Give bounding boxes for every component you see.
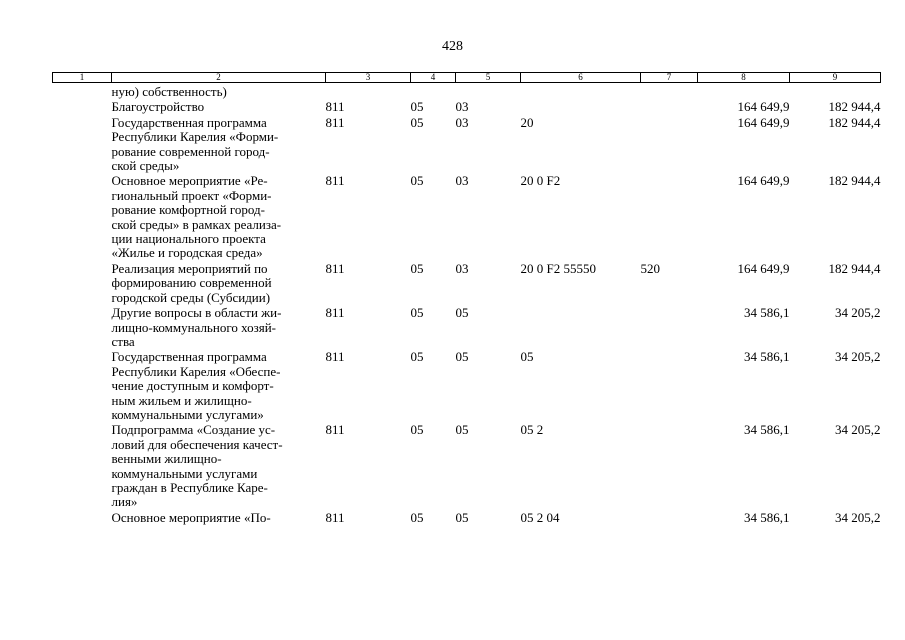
table-row [53,510,881,525]
budget-table [52,72,881,525]
cell-ministry: 811 [325,422,345,438]
cell-amount-2: 34 205,2 [835,305,881,321]
cell-section: 05 [410,509,424,525]
table-row [53,261,881,305]
cell-subsection: 03 [455,173,469,189]
cell-section: 05 [410,99,424,115]
cell-name [112,173,326,260]
name-line: ным жильем и жилищно- [111,392,252,408]
cell-name [112,422,326,509]
cell-ministry: 811 [325,349,345,365]
cell-name [112,305,326,349]
name-line: ства [111,333,135,349]
cell-number [53,422,112,509]
cell-amount-1: 34 586,1 [744,349,790,365]
cell-name [112,349,326,422]
cell-ministry: 811 [325,305,345,321]
table-row [53,99,881,114]
cell-subsection: 05 [455,305,469,321]
cell-ministry [326,83,411,100]
table-row [53,305,881,349]
name-line: коммунальными услугами [111,465,258,481]
cell-section: 05 [410,260,424,276]
name-line: ской среды» в рамках реализа- [111,216,282,232]
column-header-1: 1 [53,73,112,83]
cell-section: 05 [410,422,424,438]
cell-amount-2: 182 944,4 [828,173,881,189]
column-number-header [53,73,881,83]
name-line: гиональный проект «Форми- [111,187,272,203]
cell-expense-type [641,422,698,509]
cell-amount-1: 164 649,9 [737,260,790,276]
cell-expense-type [641,305,698,349]
name-line: Государственная программа [111,349,267,365]
cell-amount-2: 34 205,2 [835,422,881,438]
table-row [53,173,881,260]
column-header-2: 2 [112,73,326,83]
name-line: рование комфортной город- [111,202,265,218]
name-line: ную) собственность) [111,84,227,99]
name-line: лищно-коммунального хозяй- [111,319,276,335]
name-line: Государственная программа [111,114,267,130]
cell-expense-type [641,99,698,114]
cell-section: 05 [410,114,424,130]
cell-ministry: 811 [325,173,345,189]
name-line: чение доступным и комфорт- [111,378,274,394]
cell-amount-2: 182 944,4 [828,114,881,130]
column-header-8: 8 [698,73,790,83]
cell-expense-type [641,510,698,525]
cell-expense-type [641,83,698,100]
cell-expense-type [641,173,698,260]
cell-number [53,115,112,174]
cell-amount-1: 164 649,9 [737,99,790,115]
cell-name [112,510,326,525]
column-header-7: 7 [641,73,698,83]
column-header-6: 6 [521,73,641,83]
cell-expense-type: 520 [640,260,660,276]
cell-number [53,99,112,114]
cell-amount-2: 182 944,4 [828,260,881,276]
cell-name [112,115,326,174]
cell-section: 05 [410,349,424,365]
cell-name [112,261,326,305]
cell-subsection: 05 [455,509,469,525]
cell-amount-1: 34 586,1 [744,305,790,321]
name-line: Республики Карелия «Форми- [111,129,279,145]
cell-ministry: 811 [325,260,345,276]
cell-section [411,83,456,100]
column-header-5: 5 [456,73,521,83]
cell-amount-1: 164 649,9 [737,173,790,189]
name-line: ции национального проекта [111,231,266,247]
name-line: венными жилищно- [111,451,222,467]
column-header-9: 9 [790,73,881,83]
cell-expense-type [641,349,698,422]
name-line: Подпрограмма «Создание ус- [111,422,276,438]
cell-amount-2: 182 944,4 [828,99,881,115]
cell-amount-1: 164 649,9 [737,114,790,130]
table-row [53,349,881,422]
name-line: формированию современной [111,275,272,291]
cell-section: 05 [410,173,424,189]
cell-number [53,510,112,525]
name-line: Благоустройство [111,99,205,115]
cell-subsection [456,83,521,100]
cell-subsection: 03 [455,260,469,276]
cell-target-article: 20 0 F2 55550 [520,260,596,276]
cell-ministry: 811 [325,99,345,115]
column-header-4: 4 [411,73,456,83]
cell-target-article: 20 0 F2 [520,173,561,189]
name-line: граждан в Республике Каре- [111,479,268,495]
cell-expense-type [641,115,698,174]
name-line: рование современной город- [111,143,270,159]
cell-subsection: 03 [455,99,469,115]
cell-amount-1: 34 586,1 [744,422,790,438]
cell-amount-2 [790,83,881,100]
cell-target-article [521,305,641,349]
cell-number [53,305,112,349]
name-line: Другие вопросы в области жи- [111,305,282,321]
cell-target-article: 05 [520,349,534,365]
cell-target-article: 05 2 04 [520,509,560,525]
cell-number [53,83,112,100]
cell-name [112,99,326,114]
cell-target-article [521,83,641,100]
cell-number [53,173,112,260]
cell-target-article: 05 2 [520,422,544,438]
cell-name [112,83,326,100]
cell-subsection: 03 [455,114,469,130]
cell-subsection: 05 [455,422,469,438]
table-row [53,422,881,509]
cell-amount-2: 34 205,2 [835,349,881,365]
name-line: Основное мероприятие «По- [111,509,271,525]
column-header-3: 3 [326,73,411,83]
table-body [53,83,881,526]
name-line: коммунальными услугами» [111,406,264,422]
name-line: лия» [111,494,138,510]
cell-number [53,261,112,305]
cell-ministry: 811 [325,114,345,130]
name-line: ловий для обеспечения качест- [111,436,283,452]
name-line: городской среды (Субсидии) [111,289,271,305]
cell-target-article: 20 [520,114,534,130]
cell-amount-1: 34 586,1 [744,509,790,525]
name-line: Республики Карелия «Обеспе- [111,363,281,379]
table-row [53,115,881,174]
name-line: Основное мероприятие «Ре- [111,173,268,189]
cell-ministry: 811 [325,509,345,525]
name-line: «Жилье и городская среда» [111,245,263,261]
cell-section: 05 [410,305,424,321]
cell-amount-2: 34 205,2 [835,509,881,525]
cell-amount-1 [698,83,790,100]
cell-target-article [521,99,641,114]
table-row [53,83,881,100]
name-line: ской среды» [111,158,180,174]
cell-subsection: 05 [455,349,469,365]
page-number: 428 [442,39,463,54]
name-line: Реализация мероприятий по [111,260,268,276]
cell-number [53,349,112,422]
